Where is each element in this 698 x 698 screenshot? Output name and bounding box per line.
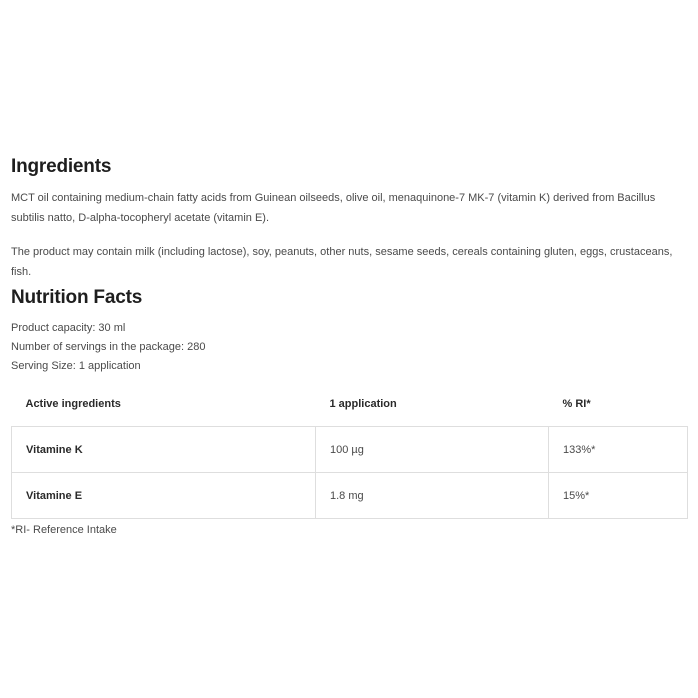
- nutrition-table: [11, 382, 688, 519]
- table-header-row: [12, 382, 688, 427]
- ingredient-amount: 1.8 mg: [316, 473, 549, 519]
- ingredient-ri: 15%*: [549, 473, 688, 519]
- ingredient-ri: 133%*: [549, 427, 688, 473]
- servings-count: Number of servings in the package: 280: [11, 341, 206, 353]
- table-row: [12, 427, 688, 473]
- ingredient-name: Vitamine K: [12, 427, 316, 473]
- ingredients-heading: Ingredients: [11, 156, 112, 177]
- product-info: [11, 154, 688, 538]
- header-ri-percent: % RI*: [562, 398, 591, 410]
- allergen-text: The product may contain milk (including lactose), soy, peanuts, other nuts, sesame seeds, cereals containing gluten, eggs, crustaceans, fish.: [11, 246, 673, 278]
- table-row: [12, 473, 688, 519]
- ingredients-text: MCT oil containing medium-chain fatty acids from Guinean oilseeds, olive oil, menaquinone-7 MK-7 (vitamin K) derived from Bacillus subtilis natto, D-alpha-tocopheryl acetate (vitamin E).: [11, 192, 656, 224]
- product-capacity: Product capacity: 30 ml: [11, 322, 126, 334]
- ri-footnote: *RI- Reference Intake: [11, 524, 117, 536]
- nutrition-facts-heading: Nutrition Facts: [11, 287, 143, 308]
- header-active-ingredients: Active ingredients: [25, 398, 121, 410]
- ingredient-amount: 100 µg: [316, 427, 549, 473]
- ingredient-name: Vitamine E: [12, 473, 316, 519]
- product-info-lines: [11, 319, 688, 376]
- serving-size: Serving Size: 1 application: [11, 360, 141, 372]
- header-per-application: 1 application: [329, 398, 397, 410]
